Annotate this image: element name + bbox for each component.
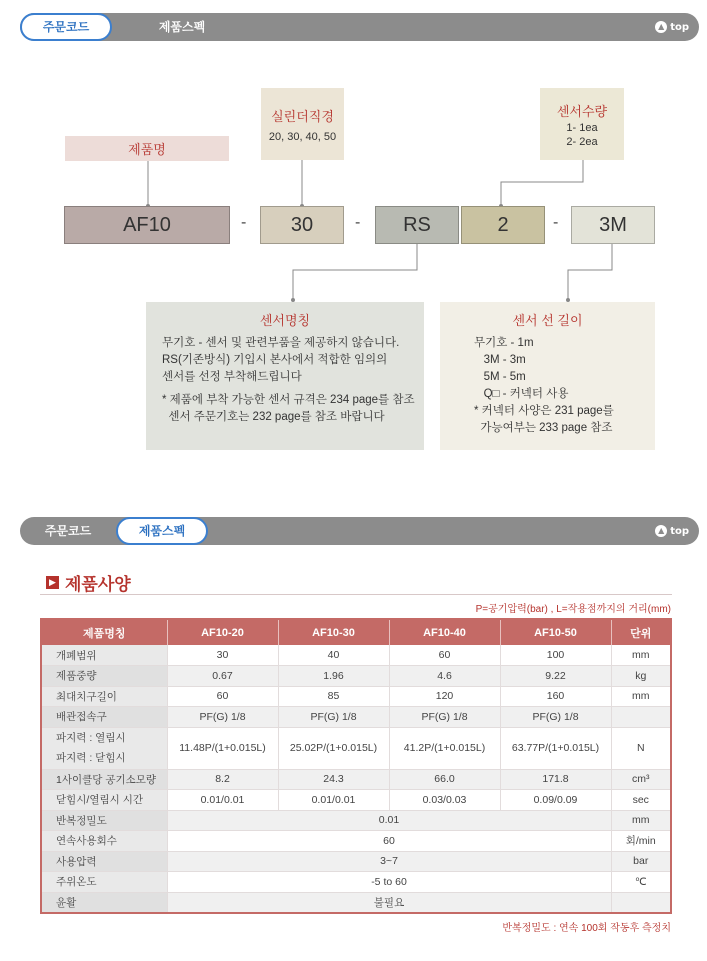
- chevron-up-icon: ▲: [655, 21, 667, 33]
- top-label-2: top: [670, 525, 689, 537]
- table-cell: 11.48P/(1+0.015L): [167, 727, 278, 769]
- unit-cell: mm: [611, 645, 671, 666]
- sensor-length-title: 센서 선 길이: [512, 313, 583, 328]
- bore-label-box: [261, 88, 344, 160]
- table-row: [41, 872, 671, 893]
- col-header: AF10-30: [278, 619, 389, 645]
- spec-title: 제품사양: [65, 575, 131, 594]
- table-cell-merged: 3~7: [167, 851, 611, 872]
- sensor-name-line5: 센서 주문기호는 232 page를 참조 바랍니다: [162, 411, 385, 423]
- unit-note: P=공기압력(bar) , L=작용점까지의 거리(mm): [475, 604, 671, 615]
- sensor-qty-label-box: [540, 88, 624, 160]
- table-cell-merged: 불필요: [167, 892, 611, 913]
- row-label: [41, 727, 167, 769]
- table-cell: 1.96: [278, 666, 389, 687]
- sensor-length-line6: 가능여부는 233 page 참조: [474, 422, 613, 434]
- product-name-label-box: [65, 136, 229, 161]
- col-header: AF10-50: [500, 619, 611, 645]
- row-label: 닫힘시/열림시 시간: [41, 790, 167, 811]
- bore-values: 20, 30, 40, 50: [268, 130, 337, 143]
- col-header: AF10-20: [167, 619, 278, 645]
- top-button-2[interactable]: [655, 524, 689, 538]
- table-cell: 0.67: [167, 666, 278, 687]
- table-cell: PF(G) 1/8: [389, 707, 500, 728]
- table-cell: PF(G) 1/8: [278, 707, 389, 728]
- sensor-length-line2: 3M - 3m: [474, 354, 526, 366]
- code-product: AF10: [64, 206, 230, 244]
- unit-cell: [611, 892, 671, 913]
- section-divider: [40, 594, 672, 595]
- table-cell-merged: 0.01: [167, 810, 611, 831]
- col-header: 제품명칭: [41, 619, 167, 645]
- product-name-label: 제품명: [128, 142, 166, 157]
- table-row: [41, 831, 671, 852]
- unit-cell: 회/min: [611, 831, 671, 852]
- table-cell: 9.22: [500, 666, 611, 687]
- tab-order-code-2[interactable]: 주문코드: [44, 524, 92, 538]
- table-cell: 100: [500, 645, 611, 666]
- sensor-name-line4: * 제품에 부착 가능한 센서 규격은 234 page를 참조: [162, 394, 415, 406]
- table-row: [41, 810, 671, 831]
- chevron-up-icon: ▲: [655, 525, 667, 537]
- table-row: [41, 666, 671, 687]
- sensor-name-line3: 센서를 선정 부착해드립니다: [162, 371, 302, 383]
- table-cell: 160: [500, 686, 611, 707]
- table-cell: 171.8: [500, 769, 611, 790]
- table-row: [41, 769, 671, 790]
- table-cell: PF(G) 1/8: [167, 707, 278, 728]
- row-label: 배관접속구: [41, 707, 167, 728]
- table-cell: 24.3: [278, 769, 389, 790]
- table-cell-merged: 60: [167, 831, 611, 852]
- sensor-length-line3: 5M - 5m: [474, 371, 526, 383]
- row-label-line1: 파지력 : 열림시: [56, 732, 126, 744]
- sensor-length-line1: 무기호 - 1m: [474, 337, 534, 349]
- code-cable-length: 3M: [571, 206, 655, 244]
- code-dash-3: -: [553, 214, 559, 231]
- sensor-name-line1: 무기호 - 센서 및 관련부품을 제공하지 않습니다.: [162, 337, 400, 349]
- table-row: [41, 645, 671, 666]
- table-cell: 85: [278, 686, 389, 707]
- sensor-qty-1: 1- 1ea: [566, 121, 598, 134]
- table-cell: 0.01/0.01: [167, 790, 278, 811]
- code-sensor: RS: [375, 206, 459, 244]
- table-row: [41, 790, 671, 811]
- row-label: 1사이클당 공기소모량: [41, 769, 167, 790]
- sensor-name-note: [146, 302, 424, 450]
- table-cell: 4.6: [389, 666, 500, 687]
- sensor-length-line5: * 커넥터 사양은 231 page를: [474, 405, 614, 417]
- tab-product-spec[interactable]: 제품스펙: [158, 20, 206, 34]
- tab-product-spec-2[interactable]: 제품스펙: [116, 517, 208, 545]
- row-label: 윤활: [41, 892, 167, 913]
- bore-label: 실린더직경: [271, 108, 334, 124]
- sensor-length-line4: Q□ - 커넥터 사용: [474, 388, 569, 400]
- row-label-line2: 파지력 : 닫힘시: [56, 752, 126, 764]
- sensor-qty-label: 센서수량: [556, 103, 608, 119]
- top-label: top: [670, 21, 689, 33]
- table-cell: 63.77P/(1+0.015L): [500, 727, 611, 769]
- table-row: [41, 727, 671, 769]
- row-label: 최대치구길이: [41, 686, 167, 707]
- row-label: 개폐범위: [41, 645, 167, 666]
- bullet-icon: ▶: [46, 576, 59, 589]
- tab-order-code[interactable]: 주문코드: [20, 13, 112, 41]
- table-cell: PF(G) 1/8: [500, 707, 611, 728]
- unit-cell: ℃: [611, 872, 671, 893]
- unit-cell: cm³: [611, 769, 671, 790]
- table-cell: 30: [167, 645, 278, 666]
- table-header-row: [41, 619, 671, 645]
- row-label: 반복정밀도: [41, 810, 167, 831]
- unit-cell: bar: [611, 851, 671, 872]
- col-header: AF10-40: [389, 619, 500, 645]
- row-label: 주위온도: [41, 872, 167, 893]
- table-row: [41, 892, 671, 913]
- table-cell: 120: [389, 686, 500, 707]
- table-row: [41, 686, 671, 707]
- table-cell: 0.03/0.03: [389, 790, 500, 811]
- tab-bar-bottom: [20, 517, 699, 545]
- sensor-qty-2: 2- 2ea: [566, 135, 598, 148]
- table-cell: 0.09/0.09: [500, 790, 611, 811]
- unit-cell: mm: [611, 686, 671, 707]
- unit-cell: mm: [611, 810, 671, 831]
- sensor-name-line2: RS(기존방식) 기입시 본사에서 적합한 임의의: [162, 354, 388, 366]
- code-sensor-qty: 2: [461, 206, 545, 244]
- table-cell: 60: [167, 686, 278, 707]
- unit-cell: sec: [611, 790, 671, 811]
- row-label: 제품중량: [41, 666, 167, 687]
- table-cell-merged: -5 to 60: [167, 872, 611, 893]
- col-header: 단위: [611, 619, 671, 645]
- code-dash-1: -: [241, 214, 247, 231]
- sensor-length-note: [440, 302, 655, 450]
- sensor-name-title: 센서명칭: [259, 313, 311, 328]
- unit-cell: [611, 707, 671, 728]
- table-cell: 8.2: [167, 769, 278, 790]
- code-bore: 30: [260, 206, 344, 244]
- row-label: 연속사용회수: [41, 831, 167, 852]
- unit-cell: kg: [611, 666, 671, 687]
- row-label: 사용압력: [41, 851, 167, 872]
- table-row: [41, 851, 671, 872]
- table-cell: 41.2P/(1+0.015L): [389, 727, 500, 769]
- table-cell: 60: [389, 645, 500, 666]
- footnote: 반복정밀도 : 연속 100회 작동후 측정치: [502, 923, 671, 934]
- spec-section-heading: [46, 570, 131, 595]
- table-cell: 40: [278, 645, 389, 666]
- unit-cell: N: [611, 727, 671, 769]
- table-cell: 66.0: [389, 769, 500, 790]
- table-cell: 0.01/0.01: [278, 790, 389, 811]
- code-dash-2: -: [355, 214, 361, 231]
- spec-table: [40, 618, 672, 914]
- table-row: [41, 707, 671, 728]
- table-cell: 25.02P/(1+0.015L): [278, 727, 389, 769]
